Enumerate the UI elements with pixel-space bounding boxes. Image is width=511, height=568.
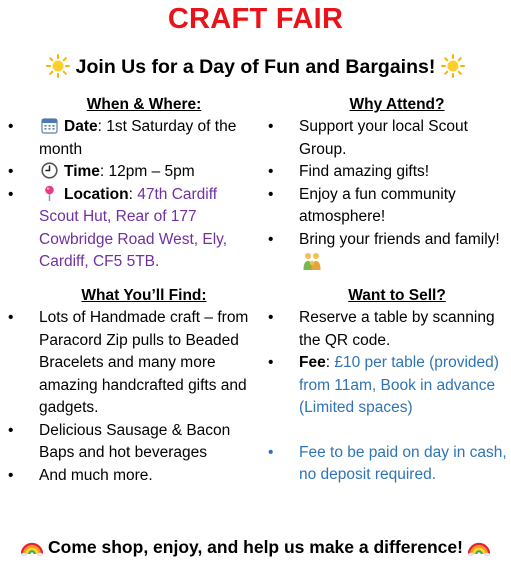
time-value: : 12pm – 5pm xyxy=(99,163,195,180)
rainbow-icon xyxy=(468,536,490,558)
list-item: • Reserve a table by scanning the QR code. xyxy=(268,307,508,352)
list-item: • Delicious Sausage & Bacon Baps and hot beverages xyxy=(8,420,258,465)
fee-value: £10 per table (provided) from 11am, Book in advance (Limited spaces) xyxy=(299,354,499,416)
what-youll-find-heading: What You’ll Find: xyxy=(81,287,207,304)
what-youll-find-section xyxy=(8,285,258,487)
when-where-heading: When & Where: xyxy=(86,96,202,113)
when-where-section xyxy=(8,94,258,274)
what-youll-find-list xyxy=(8,307,258,487)
fee-sep: : xyxy=(325,354,335,371)
clock-icon xyxy=(41,162,58,179)
want-to-sell-section xyxy=(268,285,508,487)
when-where-list xyxy=(8,116,258,274)
time-label: Time xyxy=(64,163,100,180)
fee-item xyxy=(268,352,508,420)
location-label: Location xyxy=(64,185,129,203)
date-item xyxy=(8,116,258,161)
date-value: : 1st Saturday of the month xyxy=(39,118,237,158)
list-item: • And much more. xyxy=(8,465,258,488)
sun-icon xyxy=(441,54,465,78)
why-attend-section xyxy=(268,94,508,275)
want-to-sell-heading: Want to Sell? xyxy=(348,287,446,304)
poster-title: CRAFT FAIR xyxy=(167,3,344,35)
time-item xyxy=(8,161,258,184)
location-item xyxy=(8,184,258,274)
list-item: • Enjoy a fun community atmosphere! xyxy=(268,184,508,229)
bring-friends-text: Bring your friends and family! xyxy=(299,230,500,248)
list-item xyxy=(268,229,508,275)
want-to-sell-list xyxy=(268,307,508,420)
fee-label: Fee xyxy=(299,354,326,371)
fee-payment-item: • Fee to be paid on day in cash, no deposit required. xyxy=(268,442,508,487)
list-item: • Lots of Handmade craft – from Paracord Zip pulls to Beaded Bracelets and many more amazing handcrafted gifts and gadgets. xyxy=(8,307,258,420)
calendar-icon xyxy=(41,117,58,134)
location-value: 47th Cardiff Scout Hut, Rear of 177 Cowbridge Road West, Ely, Cardiff, CF5 5TB. xyxy=(39,185,228,270)
list-item: • Find amazing gifts! xyxy=(268,161,508,184)
why-attend-list xyxy=(268,116,508,275)
sun-icon xyxy=(46,54,70,78)
rainbow-icon xyxy=(21,536,43,558)
poster-subtitle: Join Us for a Day of Fun and Bargains! xyxy=(75,56,436,78)
location-sep: : xyxy=(128,185,138,203)
poster-subtitle-line xyxy=(0,54,511,79)
footer-line xyxy=(0,536,511,558)
pushpin-icon xyxy=(41,185,58,202)
date-label: Date xyxy=(64,118,98,135)
family-icon xyxy=(302,251,322,271)
footer-text: Come shop, enjoy, and help us make a difference! xyxy=(48,537,463,557)
why-attend-heading: Why Attend? xyxy=(349,96,445,113)
list-item: • Support your local Scout Group. xyxy=(268,116,508,161)
